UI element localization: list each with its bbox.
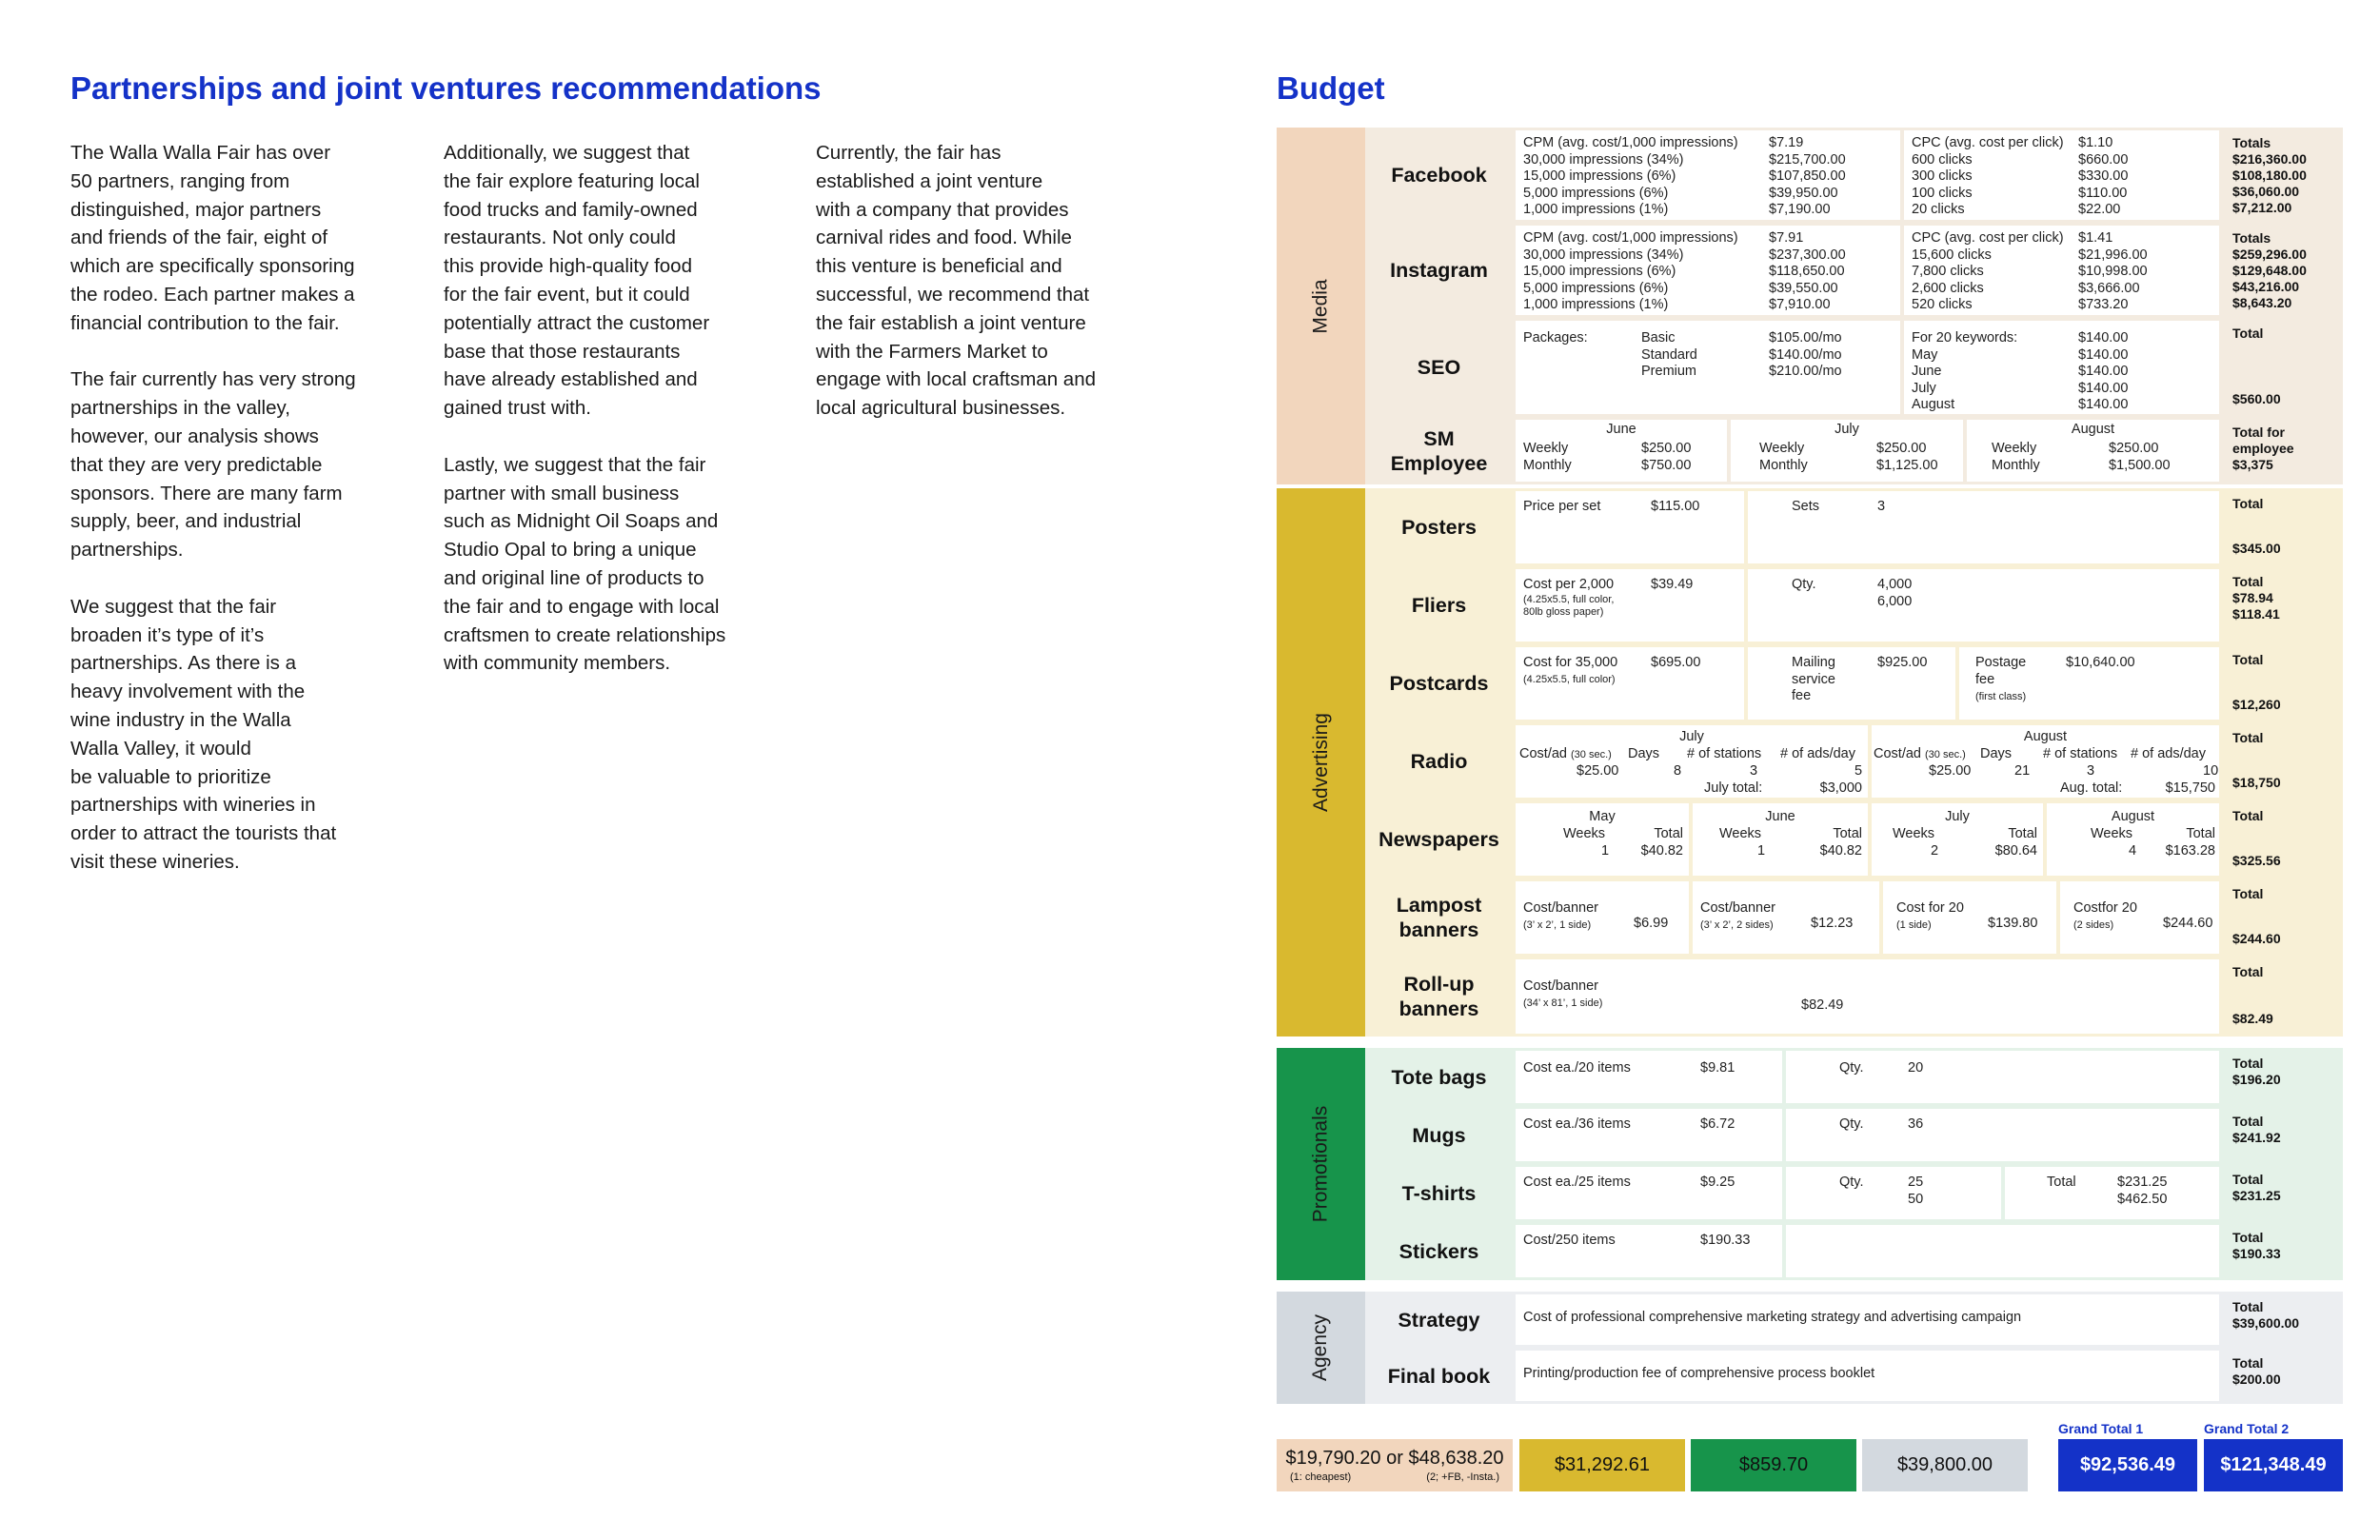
radio-july-total-label: July total: bbox=[1704, 780, 1763, 796]
sm-total-value: $3,375 bbox=[2232, 457, 2273, 472]
fliers-cost-label: Cost per 2,000 bbox=[1523, 577, 1615, 592]
promotionals-section-label: Promotionals bbox=[1277, 1048, 1365, 1280]
radio-july-label: July bbox=[1679, 729, 1704, 744]
lampost-cost3-label: Cost for 20 bbox=[1896, 900, 1964, 916]
facebook-row bbox=[1365, 128, 2343, 223]
fliers-cost-cell bbox=[1516, 569, 1744, 642]
sm-total-label: Total for employee bbox=[2232, 424, 2294, 456]
seo-total-label: Total bbox=[2232, 326, 2264, 341]
fliers-qty-label: Qty. bbox=[1792, 577, 1816, 592]
stickers-cost-label: Cost/250 items bbox=[1523, 1233, 1616, 1248]
posters-total bbox=[2223, 488, 2343, 566]
seo-packages-names: Basic Standard Premium bbox=[1641, 330, 1697, 379]
newspapers-total-label: Total bbox=[2186, 826, 2215, 841]
newspapers-month: June bbox=[1765, 809, 1795, 824]
agency-total-box: $39,800.00 bbox=[1862, 1439, 2028, 1491]
radio-row bbox=[1365, 722, 2343, 800]
media-total-value: $19,790.20 or $48,638.20 bbox=[1285, 1448, 1504, 1469]
radio-july-days: 8 bbox=[1674, 763, 1682, 779]
newspapers-total-label: Total bbox=[2008, 826, 2037, 841]
lampost-cost4-cell bbox=[2060, 881, 2219, 954]
radio-stations-label: # of stations bbox=[1687, 746, 1762, 761]
tote-bags-qty-label: Qty. bbox=[1839, 1060, 1864, 1076]
seo-packages-prices: $105.00/mo $140.00/mo $210.00/mo bbox=[1769, 330, 1842, 379]
radio-aug-cost: $25.00 bbox=[1929, 763, 1972, 779]
lampost-cost4-label: Costfor 20 bbox=[2073, 900, 2137, 916]
sm-june-values: $250.00 $750.00 bbox=[1641, 441, 1692, 473]
newspapers-month-total: $163.28 bbox=[2165, 843, 2215, 859]
seo-packages-label: Packages: bbox=[1523, 330, 1588, 346]
newspapers-title: Newspapers bbox=[1378, 828, 1499, 851]
lampost-banners-title: Lampost banners bbox=[1396, 894, 1482, 941]
radio-aug-stations: 3 bbox=[2087, 763, 2095, 779]
t-shirts-row bbox=[1365, 1164, 2343, 1222]
newspapers-month-total: $40.82 bbox=[1640, 843, 1683, 859]
radio-total bbox=[2223, 722, 2343, 800]
sm-august-values: $250.00 $1,500.00 bbox=[2109, 441, 2171, 473]
grand-total-1-label: Grand Total 1 bbox=[2058, 1421, 2144, 1436]
t-shirts-subtotal-cell bbox=[2005, 1167, 2219, 1219]
strategy-title: Strategy bbox=[1398, 1308, 1480, 1332]
fliers-cost-note: (4.25x5.5, full color, 80lb gloss paper) bbox=[1523, 594, 1615, 618]
final-book-desc: Printing/production fee of comprehensive process booklet bbox=[1523, 1366, 1875, 1381]
facebook-cpm-labels: CPM (avg. cost/1,000 impressions) 30,000 impressions (34%) 15,000 impressions (6%) 5,000 impressions (6%) 1,000 impressions (1%) bbox=[1523, 135, 1738, 217]
radio-costad-label-2: Cost/ad (30 sec.) bbox=[1874, 746, 1966, 761]
tote-bags-row bbox=[1365, 1048, 2343, 1106]
lampost-total-value: $244.60 bbox=[2232, 931, 2281, 946]
facebook-totals: Totals $216,360.00 $108,180.00 $36,060.00 $7,212.00 bbox=[2232, 135, 2307, 215]
posters-sets-value: 3 bbox=[1877, 499, 1886, 514]
fliers-totals: Total $78.94 $118.41 bbox=[2232, 574, 2280, 622]
newspapers-weeks: 4 bbox=[2129, 843, 2137, 859]
rollup-cost-note: (34’ x 81’, 1 side) bbox=[1523, 997, 1603, 1009]
radio-days-label-2: Days bbox=[1980, 746, 2013, 761]
facebook-cpc-values: $1.10 $660.00 $330.00 $110.00 $22.00 bbox=[2078, 135, 2129, 217]
sm-employee-total bbox=[2223, 417, 2343, 484]
stickers-empty-cell bbox=[1786, 1225, 2219, 1277]
seo-row bbox=[1365, 318, 2343, 417]
sm-employee-title: SM Employee bbox=[1390, 426, 1488, 475]
mugs-qty-label: Qty. bbox=[1839, 1116, 1864, 1132]
strategy-totals: Total $39,600.00 bbox=[2232, 1299, 2300, 1331]
lampost-cost2-note: (3’ x 2’, 2 sides) bbox=[1700, 919, 1774, 931]
newspapers-total bbox=[2223, 800, 2343, 879]
sm-july-label: July bbox=[1835, 422, 1859, 437]
tote-bags-cost-value: $9.81 bbox=[1700, 1060, 1735, 1076]
grand-total-1-value: $92,536.49 bbox=[2058, 1439, 2197, 1491]
sm-july-values: $250.00 $1,125.00 bbox=[1876, 441, 1938, 473]
tote-bags-qty-cell bbox=[1786, 1051, 2219, 1103]
text-column-2 bbox=[444, 139, 767, 706]
radio-title: Radio bbox=[1410, 750, 1468, 773]
sm-august-labels: Weekly Monthly bbox=[1992, 441, 2040, 473]
media-note-2: (2; +FB, -Insta.) bbox=[1426, 1471, 1499, 1483]
posters-row bbox=[1365, 488, 2343, 566]
rollup-total-label: Total bbox=[2232, 964, 2264, 979]
postcards-mailing-value: $925.00 bbox=[1877, 655, 1928, 670]
t-shirts-subtotal-values: $231.25 $462.50 bbox=[2117, 1175, 2168, 1207]
page-title-partnerships: Partnerships and joint ventures recommendations bbox=[70, 70, 822, 106]
posters-total-value: $345.00 bbox=[2232, 541, 2281, 556]
seo-keywords-values: $140.00 $140.00 $140.00 $140.00 $140.00 bbox=[2078, 330, 2129, 412]
rollup-cost-value: $82.49 bbox=[1801, 997, 1844, 1013]
radio-aug-total-label: Aug. total: bbox=[2060, 780, 2123, 796]
advertising-total-box: $31,292.61 bbox=[1519, 1439, 1685, 1491]
advertising-section-label: Advertising bbox=[1277, 488, 1365, 1037]
t-shirts-totals: Total $231.25 bbox=[2232, 1172, 2281, 1203]
grand-total-2-value: $121,348.49 bbox=[2204, 1439, 2343, 1491]
promotionals-total-box: $859.70 bbox=[1691, 1439, 1856, 1491]
fliers-qty-cell bbox=[1748, 569, 2219, 642]
seo-keywords-cell bbox=[1904, 321, 2219, 414]
radio-july-total: $3,000 bbox=[1819, 780, 1862, 796]
strategy-desc: Cost of professional comprehensive marketing strategy and advertising campaign bbox=[1523, 1310, 2022, 1325]
agency-section-label: Agency bbox=[1277, 1292, 1365, 1404]
instagram-row bbox=[1365, 223, 2343, 318]
sm-july-labels: Weekly Monthly bbox=[1759, 441, 1808, 473]
t-shirts-qty-label: Qty. bbox=[1839, 1175, 1864, 1190]
facebook-cpc-labels: CPC (avg. cost per click) 600 clicks 300 clicks 100 clicks 20 clicks bbox=[1912, 135, 2064, 217]
newspapers-weeks-label: Weeks bbox=[1563, 826, 1606, 841]
fliers-qty-values: 4,000 6,000 bbox=[1877, 577, 1913, 609]
radio-days-label: Days bbox=[1628, 746, 1660, 761]
tote-bags-cost-label: Cost ea./20 items bbox=[1523, 1060, 1631, 1076]
newspapers-month: July bbox=[1945, 809, 1970, 824]
fliers-cost-value: $39.49 bbox=[1651, 577, 1694, 592]
lampost-cost2-label: Cost/banner bbox=[1700, 900, 1775, 916]
mugs-row bbox=[1365, 1106, 2343, 1164]
lampost-cost2-value: $12.23 bbox=[1811, 916, 1854, 931]
grand-total-2-label: Grand Total 2 bbox=[2204, 1421, 2290, 1436]
posters-price-label: Price per set bbox=[1523, 499, 1601, 514]
facebook-title: Facebook bbox=[1391, 164, 1487, 187]
postcards-total bbox=[2223, 644, 2343, 722]
text-column-1 bbox=[70, 139, 394, 905]
media-section-label: Media bbox=[1277, 128, 1365, 484]
newspapers-july-cell bbox=[1872, 803, 2043, 876]
advertising-section bbox=[1277, 488, 2343, 1037]
posters-total-label: Total bbox=[2232, 496, 2264, 511]
budget-title: Budget bbox=[1277, 70, 1385, 106]
fliers-title: Fliers bbox=[1411, 594, 1467, 617]
fliers-row bbox=[1365, 566, 2343, 644]
instagram-title: Instagram bbox=[1390, 259, 1488, 282]
lampost-banners-row bbox=[1365, 879, 2343, 957]
postcards-postage-cell bbox=[1959, 647, 2219, 720]
paragraph: The Walla Walla Fair has over 50 partners, ranging from distinguished, major partners and friends of the fair, eight of which are specifically sponsoring the rodeo. Each partner makes a financial contribution to the fair. bbox=[70, 142, 355, 334]
mugs-qty-value: 36 bbox=[1908, 1116, 1924, 1132]
lampost-cost3-value: $139.80 bbox=[1988, 916, 2038, 931]
seo-total-value: $560.00 bbox=[2232, 391, 2281, 406]
final-book-title: Final book bbox=[1387, 1364, 1491, 1388]
radio-aug-total: $15,750 bbox=[2165, 780, 2215, 796]
radio-ads-label: # of ads/day bbox=[1780, 746, 1855, 761]
newspapers-grand-total-value: $325.56 bbox=[2232, 853, 2281, 868]
lampost-cost1-label: Cost/banner bbox=[1523, 900, 1598, 916]
sm-employee-row bbox=[1365, 417, 2343, 484]
instagram-cpm-labels: CPM (avg. cost/1,000 impressions) 30,000 impressions (34%) 15,000 impressions (6%) 5,000 impressions (6%) 1,000 impressions (1%) bbox=[1523, 230, 1738, 312]
radio-costad-label: Cost/ad (30 sec.) bbox=[1519, 746, 1612, 761]
media-total-notes bbox=[1277, 1471, 1513, 1483]
facebook-cpm-cell bbox=[1516, 130, 1900, 220]
t-shirts-qty-cell bbox=[1786, 1167, 2001, 1219]
lampost-cost3-note: (1 side) bbox=[1896, 919, 1932, 931]
facebook-cpm-values: $7.19 $215,700.00 $107,850.00 $39,950.00 $7,190.00 bbox=[1769, 135, 1846, 217]
rollup-total bbox=[2223, 957, 2343, 1037]
lampost-cost3-cell bbox=[1883, 881, 2056, 954]
final-book-row bbox=[1365, 1348, 2343, 1404]
newspapers-may-cell bbox=[1516, 803, 1689, 876]
newspapers-weeks: 1 bbox=[1757, 843, 1766, 859]
radio-august-label: August bbox=[2023, 729, 2068, 744]
newspapers-month: August bbox=[2111, 809, 2155, 824]
rollup-cost-cell bbox=[1516, 959, 2219, 1034]
lampost-cost1-value: $6.99 bbox=[1634, 916, 1669, 931]
postcards-postage-label: Postage fee bbox=[1975, 655, 2027, 687]
postcards-postage-note: (first class) bbox=[1975, 691, 2027, 702]
postcards-row bbox=[1365, 644, 2343, 722]
instagram-cpm-cell bbox=[1516, 226, 1900, 315]
mugs-cost-cell bbox=[1516, 1109, 1782, 1161]
radio-aug-ads: 10 bbox=[2203, 763, 2219, 779]
postcards-total-label: Total bbox=[2232, 652, 2264, 667]
radio-august-cell bbox=[1872, 725, 2219, 798]
lampost-cost1-note: (3’ x 2’, 1 side) bbox=[1523, 919, 1592, 931]
media-note-1: (1: cheapest) bbox=[1290, 1471, 1352, 1483]
tote-bags-qty-value: 20 bbox=[1908, 1060, 1924, 1076]
postcards-cost-cell bbox=[1516, 647, 1744, 720]
sm-august-cell bbox=[1967, 420, 2219, 482]
postcards-cost-note: (4.25x5.5, full color) bbox=[1523, 674, 1616, 685]
newspapers-weeks-label: Weeks bbox=[2091, 826, 2133, 841]
sm-july-cell bbox=[1731, 420, 1963, 482]
newspapers-weeks: 1 bbox=[1601, 843, 1610, 859]
stickers-cost-value: $190.33 bbox=[1700, 1233, 1751, 1248]
sm-june-cell bbox=[1516, 420, 1727, 482]
instagram-cpc-values: $1.41 $21,996.00 $10,998.00 $3,666.00 $733.20 bbox=[2078, 230, 2148, 312]
final-book-totals: Total $200.00 bbox=[2232, 1355, 2281, 1387]
paragraph: We suggest that the fair broaden it’s type of it’s partnerships. As there is a heavy involvement with the wine industry in the Walla Walla Valley, it would be valuable to prioritize partnerships with wineries in order to attract the tourists that visit these wineries. bbox=[70, 595, 337, 873]
stickers-row bbox=[1365, 1222, 2343, 1280]
paragraph: Additionally, we suggest that the fair explore featuring local food trucks and family-owned restaurants. Not only could this provide high-quality food for the fair event, but it could potentially attract the customer base that those restaurants have already established and gained trust with. bbox=[444, 142, 710, 420]
radio-july-cost: $25.00 bbox=[1577, 763, 1619, 779]
radio-total-label: Total bbox=[2232, 730, 2264, 745]
sm-june-label: June bbox=[1606, 422, 1636, 437]
postcards-postage-value: $10,640.00 bbox=[2066, 655, 2135, 670]
mugs-totals: Total $241.92 bbox=[2232, 1114, 2281, 1145]
tote-bags-title: Tote bags bbox=[1391, 1065, 1487, 1089]
radio-total-value: $18,750 bbox=[2232, 775, 2281, 790]
posters-price-cell bbox=[1516, 491, 1744, 563]
newspapers-total-label: Total bbox=[1833, 826, 1862, 841]
lampost-total bbox=[2223, 879, 2343, 957]
radio-stations-label-2: # of stations bbox=[2043, 746, 2118, 761]
seo-title: SEO bbox=[1417, 356, 1461, 379]
posters-title: Posters bbox=[1401, 516, 1477, 539]
postcards-mailing-cell bbox=[1748, 647, 1955, 720]
stickers-totals: Total $190.33 bbox=[2232, 1230, 2281, 1261]
radio-july-ads: 5 bbox=[1854, 763, 1863, 779]
rollup-banners-row bbox=[1365, 957, 2343, 1037]
paragraph: Currently, the fair has established a joint venture with a company that provides carnival rides and food. While this venture is beneficial and successful, we recommend that the fair establish a joint venture with the Farmers Market to engage with local craftsman and local agricultural businesses. bbox=[816, 142, 1097, 420]
newspapers-month: May bbox=[1589, 809, 1616, 824]
t-shirts-cost-cell bbox=[1516, 1167, 1782, 1219]
paragraph: Lastly, we suggest that the fair partner with small business such as Midnight Oil Soaps and Studio Opal to bring a unique and original line of products to the fair and to engage with local craftsmen to create relationships with community members. bbox=[444, 453, 726, 675]
postcards-cost-label: Cost for 35,000 bbox=[1523, 655, 1618, 670]
mugs-title: Mugs bbox=[1412, 1123, 1466, 1147]
rollup-banners-title: Roll-up banners bbox=[1398, 973, 1479, 1020]
agency-section bbox=[1277, 1292, 2343, 1404]
mugs-qty-cell bbox=[1786, 1109, 2219, 1161]
newspapers-weeks: 2 bbox=[1931, 843, 1939, 859]
rollup-cost-label: Cost/banner bbox=[1523, 978, 1598, 994]
lampost-cost4-note: (2 sides) bbox=[2073, 919, 2114, 931]
paragraph: The fair currently has very strong partnerships in the valley, however, our analysis shows that they are very predictable sponsors. There are many farm supply, beer, and industrial partnerships. bbox=[70, 368, 356, 562]
lampost-cost1-cell bbox=[1516, 881, 1689, 954]
postcards-cost-value: $695.00 bbox=[1651, 655, 1701, 670]
radio-aug-days: 21 bbox=[2014, 763, 2031, 779]
t-shirts-qty-values: 25 50 bbox=[1908, 1175, 1924, 1207]
newspapers-june-cell bbox=[1693, 803, 1868, 876]
t-shirts-subtotal-label: Total bbox=[2047, 1175, 2076, 1190]
tote-bags-cost-cell bbox=[1516, 1051, 1782, 1103]
newspapers-weeks-label: Weeks bbox=[1893, 826, 1935, 841]
instagram-cpm-values: $7.91 $237,300.00 $118,650.00 $39,550.00 $7,910.00 bbox=[1769, 230, 1846, 312]
sm-august-label: August bbox=[2071, 422, 2115, 437]
tote-bags-totals: Total $196.20 bbox=[2232, 1056, 2281, 1087]
newspapers-month-total: $80.64 bbox=[1994, 843, 2037, 859]
instagram-cpc-cell bbox=[1904, 226, 2219, 315]
postcards-mailing-label: Mailing service fee bbox=[1792, 655, 1835, 703]
newspapers-row bbox=[1365, 800, 2343, 879]
seo-packages-cell bbox=[1516, 321, 1900, 414]
text-column-3 bbox=[816, 139, 1140, 451]
newspapers-total-label: Total bbox=[1654, 826, 1683, 841]
newspapers-august-cell bbox=[2047, 803, 2219, 876]
strategy-row bbox=[1365, 1292, 2343, 1348]
radio-july-cell bbox=[1516, 725, 1868, 798]
stickers-cost-cell bbox=[1516, 1225, 1782, 1277]
lampost-cost4-value: $244.60 bbox=[2163, 916, 2213, 931]
newspapers-weeks-label: Weeks bbox=[1719, 826, 1762, 841]
lampost-total-label: Total bbox=[2232, 886, 2264, 901]
newspapers-grand-total-label: Total bbox=[2232, 808, 2264, 823]
instagram-totals: Totals $259,296.00 $129,648.00 $43,216.00 $8,643.20 bbox=[2232, 230, 2307, 310]
postcards-title: Postcards bbox=[1389, 672, 1489, 695]
posters-sets-cell bbox=[1748, 491, 2219, 563]
postcards-total-value: $12,260 bbox=[2232, 697, 2281, 712]
radio-july-stations: 3 bbox=[1750, 763, 1758, 779]
posters-sets-label: Sets bbox=[1792, 499, 1820, 514]
media-section bbox=[1277, 128, 2343, 484]
media-total-box bbox=[1277, 1439, 1513, 1491]
t-shirts-cost-value: $9.25 bbox=[1700, 1175, 1735, 1190]
stickers-title: Stickers bbox=[1398, 1239, 1479, 1263]
newspapers-month-total: $40.82 bbox=[1819, 843, 1862, 859]
lampost-cost2-cell bbox=[1693, 881, 1879, 954]
strategy-desc-cell bbox=[1516, 1294, 2219, 1345]
final-book-desc-cell bbox=[1516, 1351, 2219, 1401]
rollup-total-value: $82.49 bbox=[2232, 1011, 2273, 1026]
radio-ads-label-2: # of ads/day bbox=[2131, 746, 2206, 761]
seo-total bbox=[2223, 318, 2343, 417]
mugs-cost-label: Cost ea./36 items bbox=[1523, 1116, 1631, 1132]
instagram-cpc-labels: CPC (avg. cost per click) 15,600 clicks 7,800 clicks 2,600 clicks 520 clicks bbox=[1912, 230, 2064, 312]
seo-keywords-labels: For 20 keywords: May June July August bbox=[1912, 330, 2018, 412]
t-shirts-cost-label: Cost ea./25 items bbox=[1523, 1175, 1631, 1190]
sm-june-labels: Weekly Monthly bbox=[1523, 441, 1572, 473]
posters-price-value: $115.00 bbox=[1651, 499, 1700, 514]
facebook-cpc-cell bbox=[1904, 130, 2219, 220]
mugs-cost-value: $6.72 bbox=[1700, 1116, 1735, 1132]
promotionals-section bbox=[1277, 1048, 2343, 1280]
t-shirts-title: T-shirts bbox=[1401, 1181, 1477, 1205]
